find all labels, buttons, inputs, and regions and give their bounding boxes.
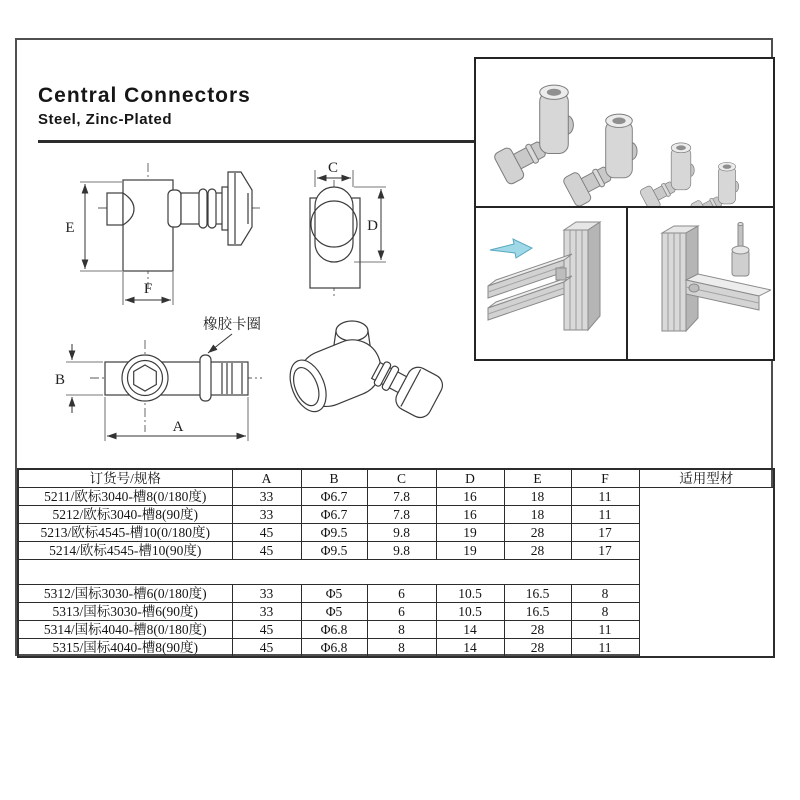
col-header-e: E: [504, 469, 571, 488]
cell: 5211/欧标3040-槽8(0/180度): [18, 488, 232, 506]
cell: 9.8: [367, 524, 436, 542]
end-view-drawing: [310, 160, 386, 296]
cell: 17: [571, 524, 639, 542]
cell: 16: [436, 488, 504, 506]
top-view-drawing: [55, 315, 262, 441]
dim-label-a: A: [172, 419, 184, 435]
gap-cell: [18, 560, 639, 585]
cell: 6: [367, 585, 436, 603]
col-header-d: D: [436, 469, 504, 488]
cell: 33: [232, 603, 301, 621]
apply-profile-cell: [639, 488, 774, 658]
cell: 17: [571, 542, 639, 560]
cell: 7.8: [367, 506, 436, 524]
cell: 19: [436, 542, 504, 560]
cell: 45: [232, 542, 301, 560]
dim-label-e: E: [65, 220, 75, 236]
cell: 19: [436, 524, 504, 542]
cell: 28: [504, 542, 571, 560]
page-subtitle: Steel, Zinc-Plated: [38, 111, 173, 129]
cell: 28: [504, 639, 571, 658]
isometric-drawing: [283, 321, 447, 421]
cell: 14: [436, 639, 504, 658]
cell: 9.8: [367, 542, 436, 560]
cell: 45: [232, 639, 301, 658]
cell: 6: [367, 603, 436, 621]
cell: 8: [571, 603, 639, 621]
connectors-photo: [476, 59, 773, 208]
assembly-photo-right: [628, 208, 773, 359]
cell: 10.5: [436, 585, 504, 603]
assembly-right-image: [628, 208, 771, 357]
cell: Φ5: [301, 603, 367, 621]
dim-label-c: C: [327, 160, 339, 176]
cell: 5312/国标3030-槽6(0/180度): [18, 585, 232, 603]
cell: 5212/欧标3040-槽8(90度): [18, 506, 232, 524]
photo-panel: [474, 57, 775, 361]
cell: 11: [571, 639, 639, 658]
cell: 5315/国标4040-槽8(90度): [18, 639, 232, 658]
cell: Φ9.5: [301, 524, 367, 542]
col-header-f: F: [571, 469, 639, 488]
cell: 28: [504, 524, 571, 542]
table-row: [18, 488, 774, 506]
cell: 45: [232, 621, 301, 639]
cell: 33: [232, 506, 301, 524]
cell: 7.8: [367, 488, 436, 506]
dim-label-b: B: [54, 372, 66, 388]
cell: 5213/欧标4545-槽10(0/180度): [18, 524, 232, 542]
page-title: Central Connectors: [38, 84, 251, 107]
assembly-photo-left: [476, 208, 628, 359]
cell: Φ6.7: [301, 488, 367, 506]
cell: 18: [504, 506, 571, 524]
cell: 14: [436, 621, 504, 639]
cell: 11: [571, 488, 639, 506]
cell: Φ6.8: [301, 621, 367, 639]
cell: Φ6.8: [301, 639, 367, 658]
cell: 5313/国标3030-槽6(90度): [18, 603, 232, 621]
col-header-spec: 订货号/规格: [18, 469, 232, 488]
cell: 16.5: [504, 603, 571, 621]
dim-label-f: F: [143, 281, 153, 297]
col-header-b: B: [301, 469, 367, 488]
cell: 10.5: [436, 603, 504, 621]
col-header-c: C: [367, 469, 436, 488]
cell: 16: [436, 506, 504, 524]
cell: Φ6.7: [301, 506, 367, 524]
cell: Φ9.5: [301, 542, 367, 560]
col-header-a: A: [232, 469, 301, 488]
cell: 8: [367, 621, 436, 639]
cell: 18: [504, 488, 571, 506]
cell: Φ5: [301, 585, 367, 603]
cell: 33: [232, 488, 301, 506]
cell: 45: [232, 524, 301, 542]
cell: 5314/国标4040-槽8(0/180度): [18, 621, 232, 639]
cell: 8: [367, 639, 436, 658]
cell: 11: [571, 621, 639, 639]
dim-label-d: D: [367, 218, 378, 234]
connectors-photo-image: [476, 59, 773, 206]
cell: 33: [232, 585, 301, 603]
cell: 11: [571, 506, 639, 524]
spec-table: [17, 468, 775, 658]
rubber-ring-callout: 橡胶卡圈: [203, 317, 261, 333]
cell: 8: [571, 585, 639, 603]
table-header-row: [18, 469, 774, 488]
assembly-left-image: [476, 208, 626, 357]
cell: 28: [504, 621, 571, 639]
cell: 5214/欧标4545-槽10(90度): [18, 542, 232, 560]
cell: 16.5: [504, 585, 571, 603]
assembly-photos-row: [476, 208, 773, 359]
side-view-drawing: [65, 163, 262, 305]
col-header-apply: 适用型材: [639, 469, 774, 488]
